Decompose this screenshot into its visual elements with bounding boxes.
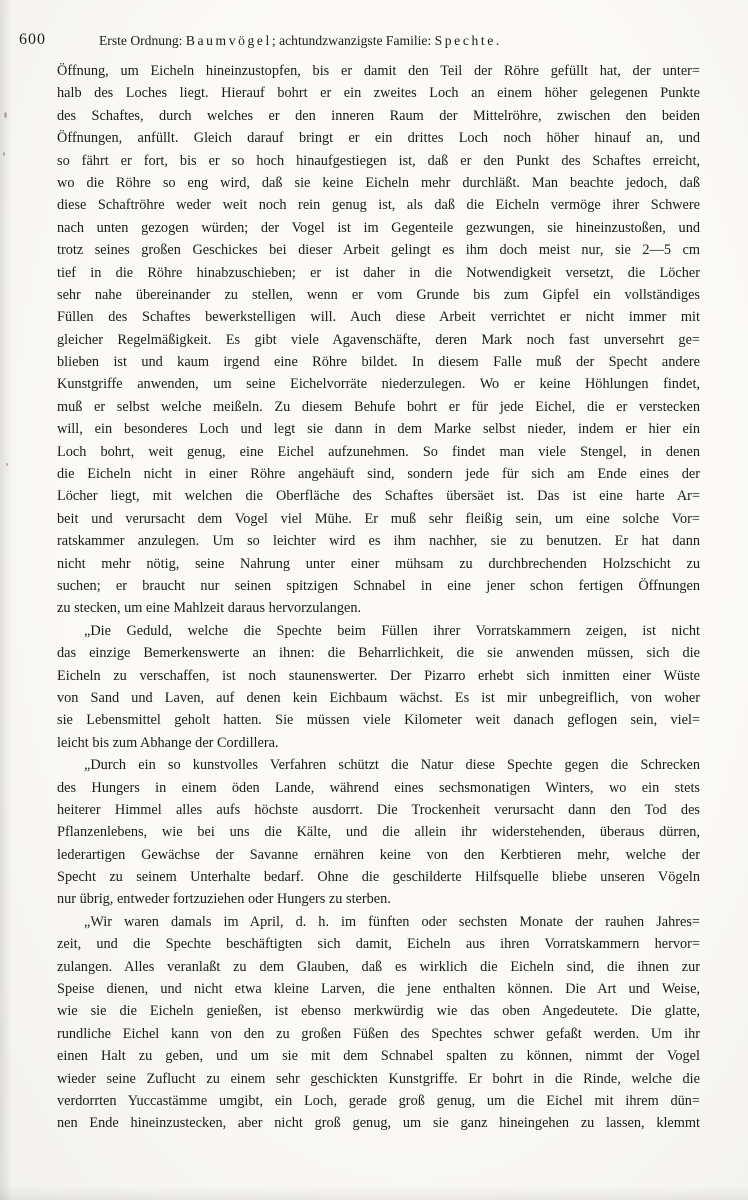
text-line: des Hungers in einem öden Lande, während eines sechsmonatigen Winters, wo ein stets — [57, 779, 700, 796]
text-line: sehr nahe übereinander zu stellen, wenn er vom Grunde bis zum Gipfel ein vollständiges — [57, 286, 700, 303]
text-line: lederartigen Gewächse der Savanne ernähren keine von den Kerbtieren mehr, welche der — [57, 846, 700, 863]
text-line: beit und verursacht dem Vogel viel Mühe. Er muß sehr fleißig sein, um eine solche Vor= — [57, 510, 700, 527]
text-line: wieder seine Zuflucht zu einem sehr geschickten Kunstgriffe. Er bohrt in die Rinde, welche die — [57, 1070, 700, 1087]
text-line: „Die Geduld, welche die Spechte beim Füllen ihrer Vorratskammern zeigen, ist nicht — [84, 622, 700, 639]
text-line: zulangen. Alles veranlaßt zu dem Glauben, daß es wirklich die Eicheln sind, die ihnen zur — [57, 958, 700, 975]
running-title-pre: Erste Ordnung: — [99, 33, 186, 48]
text-line: „Durch ein so kunstvolles Verfahren schützt die Natur diese Spechte gegen die Schrecken — [84, 757, 700, 774]
text-line: ratskammer anzulegen. Um so leichter wird es ihm nachher, sie zu benutzen. Er hat dann — [57, 533, 700, 550]
text-line: Öffnung, um Eicheln hineinzustopfen, bis er damit den Teil der Röhre gefüllt hat, der unter= — [57, 63, 700, 79]
text-line: wo die Röhre so eng wird, daß sie keine Eicheln mehr durchläßt. Man beachte jedoch, daß — [57, 174, 700, 191]
text-line: „Wir waren damals im April, d. h. im fünften oder sechsten Monate der rauhen Jahres= — [84, 913, 700, 930]
scan-speck — [6, 463, 8, 466]
text-line: zeit, und die Spechte beschäftigten sich damit, Eicheln aus ihren Vorratskammern hervor= — [57, 936, 700, 953]
page-header — [0, 30, 748, 54]
text-line: zu stecken, um eine Mahlzeit daraus hervorzulangen. — [57, 600, 362, 617]
text-line: Öffnungen, anfüllt. Gleich darauf bringt er ein drittes Loch noch höher hinauf an, und — [57, 130, 700, 147]
text-line: von Sand und Laven, auf denen kein Eichbaum wächst. Es ist mir unbegreiflich, von woher — [57, 689, 700, 706]
scan-speck — [3, 152, 5, 156]
text-line: leicht bis zum Abhange der Cordillera. — [57, 734, 279, 751]
text-line: trotz seines großen Geschickes bei dieser Arbeit gelingt es ihm doch meist nur, sie 2—5 cm — [57, 242, 700, 259]
text-line: heiterer Himmel alles aufs höchste ausdorrt. Die Trockenheit verursacht dann den Tod des — [57, 801, 700, 818]
text-line: diese Schaftröhre weder weit noch rein genug ist, als daß die Eicheln vermöge ihrer Schwere — [57, 197, 700, 214]
text-line: suchen; er braucht nur seinen spitzigen Schnabel in eine jener schon fertigen Öffnungen — [57, 577, 700, 594]
text-line: das einzige Bemerkenswerte an ihnen: die Beharrlichkeit, die sie anwenden müssen, sich die — [57, 645, 700, 662]
text-line: des Schaftes, durch welches er den inneren Raum der Mittelröhre, zwischen den beiden — [57, 107, 700, 124]
text-line: nicht mehr nötig, seine Nahrung unter einer mühsam zu durchbrechenden Holzschicht zu — [57, 555, 700, 572]
text-line: sie Lebensmittel geholt hatten. Sie müssen viele Kilometer weit danach geflogen sein, viel= — [57, 712, 700, 729]
page-body — [57, 60, 700, 1135]
text-line: Specht zu seinem Unterhalte bedarf. Ohne die geschilderte Hilfsquelle bliebe unseren Vögeln — [57, 869, 700, 886]
running-title-end: . — [495, 33, 500, 48]
running-title-family: Spechte — [434, 33, 496, 48]
text-line: nach unten gezogen würden; der Vogel ist im Gegenteile gezwungen, sie hineinzustoßen, und — [57, 219, 700, 236]
text-line: Pflanzenlebens, wie bei uns die Kälte, und die allein ihr widerstehenden, überaus dürren, — [57, 824, 700, 841]
text-line: blieben ist und kaum irgend eine Röhre bildet. In diesem Falle muß der Specht andere — [57, 354, 700, 371]
text-line: nur übrig, entweder fortzuziehen oder Hungers zu sterben. — [57, 891, 391, 908]
text-line: so fährt er fort, bis er so hoch hinaufgestiegen ist, daß er den Punkt des Schaftes erreicht, — [57, 152, 700, 169]
text-line: einen Halt zu geben, und um sie mit dem Schnabel spalten zu können, nimmt der Vogel — [57, 1048, 700, 1065]
text-line: muß er selbst welche meißeln. Zu diesem Behufe bohrt er für jede Eichel, die er verstecken — [57, 398, 700, 415]
scan-speck — [4, 112, 7, 118]
running-title — [99, 33, 499, 49]
text-line: Speise dienen, und nicht etwa kleine Larven, die jene enthalten können. Die Art und Weise, — [57, 981, 700, 998]
text-line: die Eicheln nicht in einer Röhre angehäuft sind, sondern jede für sich am Ende eines der — [57, 466, 700, 483]
text-line: Kunstgriffe anwenden, um seine Eichelvorräte niederzulegen. Wo er keine Höhlungen findet, — [57, 376, 700, 393]
running-title-mid: ; achtundzwanzigste Familie: — [271, 33, 435, 48]
text-line: halb des Loches liegt. Hierauf bohrt er ein zweites Loch an einem höher gelegenen Punkte — [57, 85, 700, 102]
text-line: nen Ende hineinzustecken, aber nicht groß genug, um sie ganz hineingehen zu lassen, klemmt — [57, 1115, 700, 1132]
text-line: will, ein besonderes Loch und legt sie dann in dem Marke selbst nieder, indem er hier ein — [57, 421, 700, 438]
text-line: Loch bohrt, weit genug, eine Eichel aufzunehmen. So findet man viele Stengel, in denen — [57, 443, 700, 460]
text-line: wie sie die Eicheln genießen, ist ebenso merkwürdig wie das oben Angedeutete. Die glatte, — [57, 1003, 700, 1020]
text-line: verdorrten Yuccastämme umgibt, ein Loch, gerade groß genug, um die Eichel mit ihrem dün= — [57, 1092, 700, 1109]
text-line: tief in die Röhre hinabzuschieben; er ist daher in die Notwendigkeit versetzt, die Löcher — [57, 264, 700, 281]
text-line: Eicheln zu verschaffen, ist noch staunenswerter. Der Pizarro erhebt sich inmitten einer Wüste — [57, 667, 700, 684]
scan-edge-shadow — [0, 0, 12, 1200]
scan-edge-shadow — [0, 1186, 748, 1200]
running-title-order: Baumvögel — [185, 33, 272, 48]
page-number: 600 — [19, 31, 46, 48]
text-line: rundliche Eichel kann von den zu großen Füßen des Spechtes schwer gefaßt werden. Um ihr — [57, 1025, 700, 1042]
text-line: Löcher liegt, mit welchen die Oberfläche des Schaftes übersäet ist. Das ist eine harte Ar= — [57, 488, 700, 505]
text-line: Füllen des Schaftes bewerkstelligen will. Auch diese Arbeit verrichtet er nicht immer mit — [57, 309, 700, 326]
text-line: gleicher Regelmäßigkeit. Es gibt viele Agavenschäfte, deren Mark noch fast unversehrt ge= — [57, 331, 700, 348]
